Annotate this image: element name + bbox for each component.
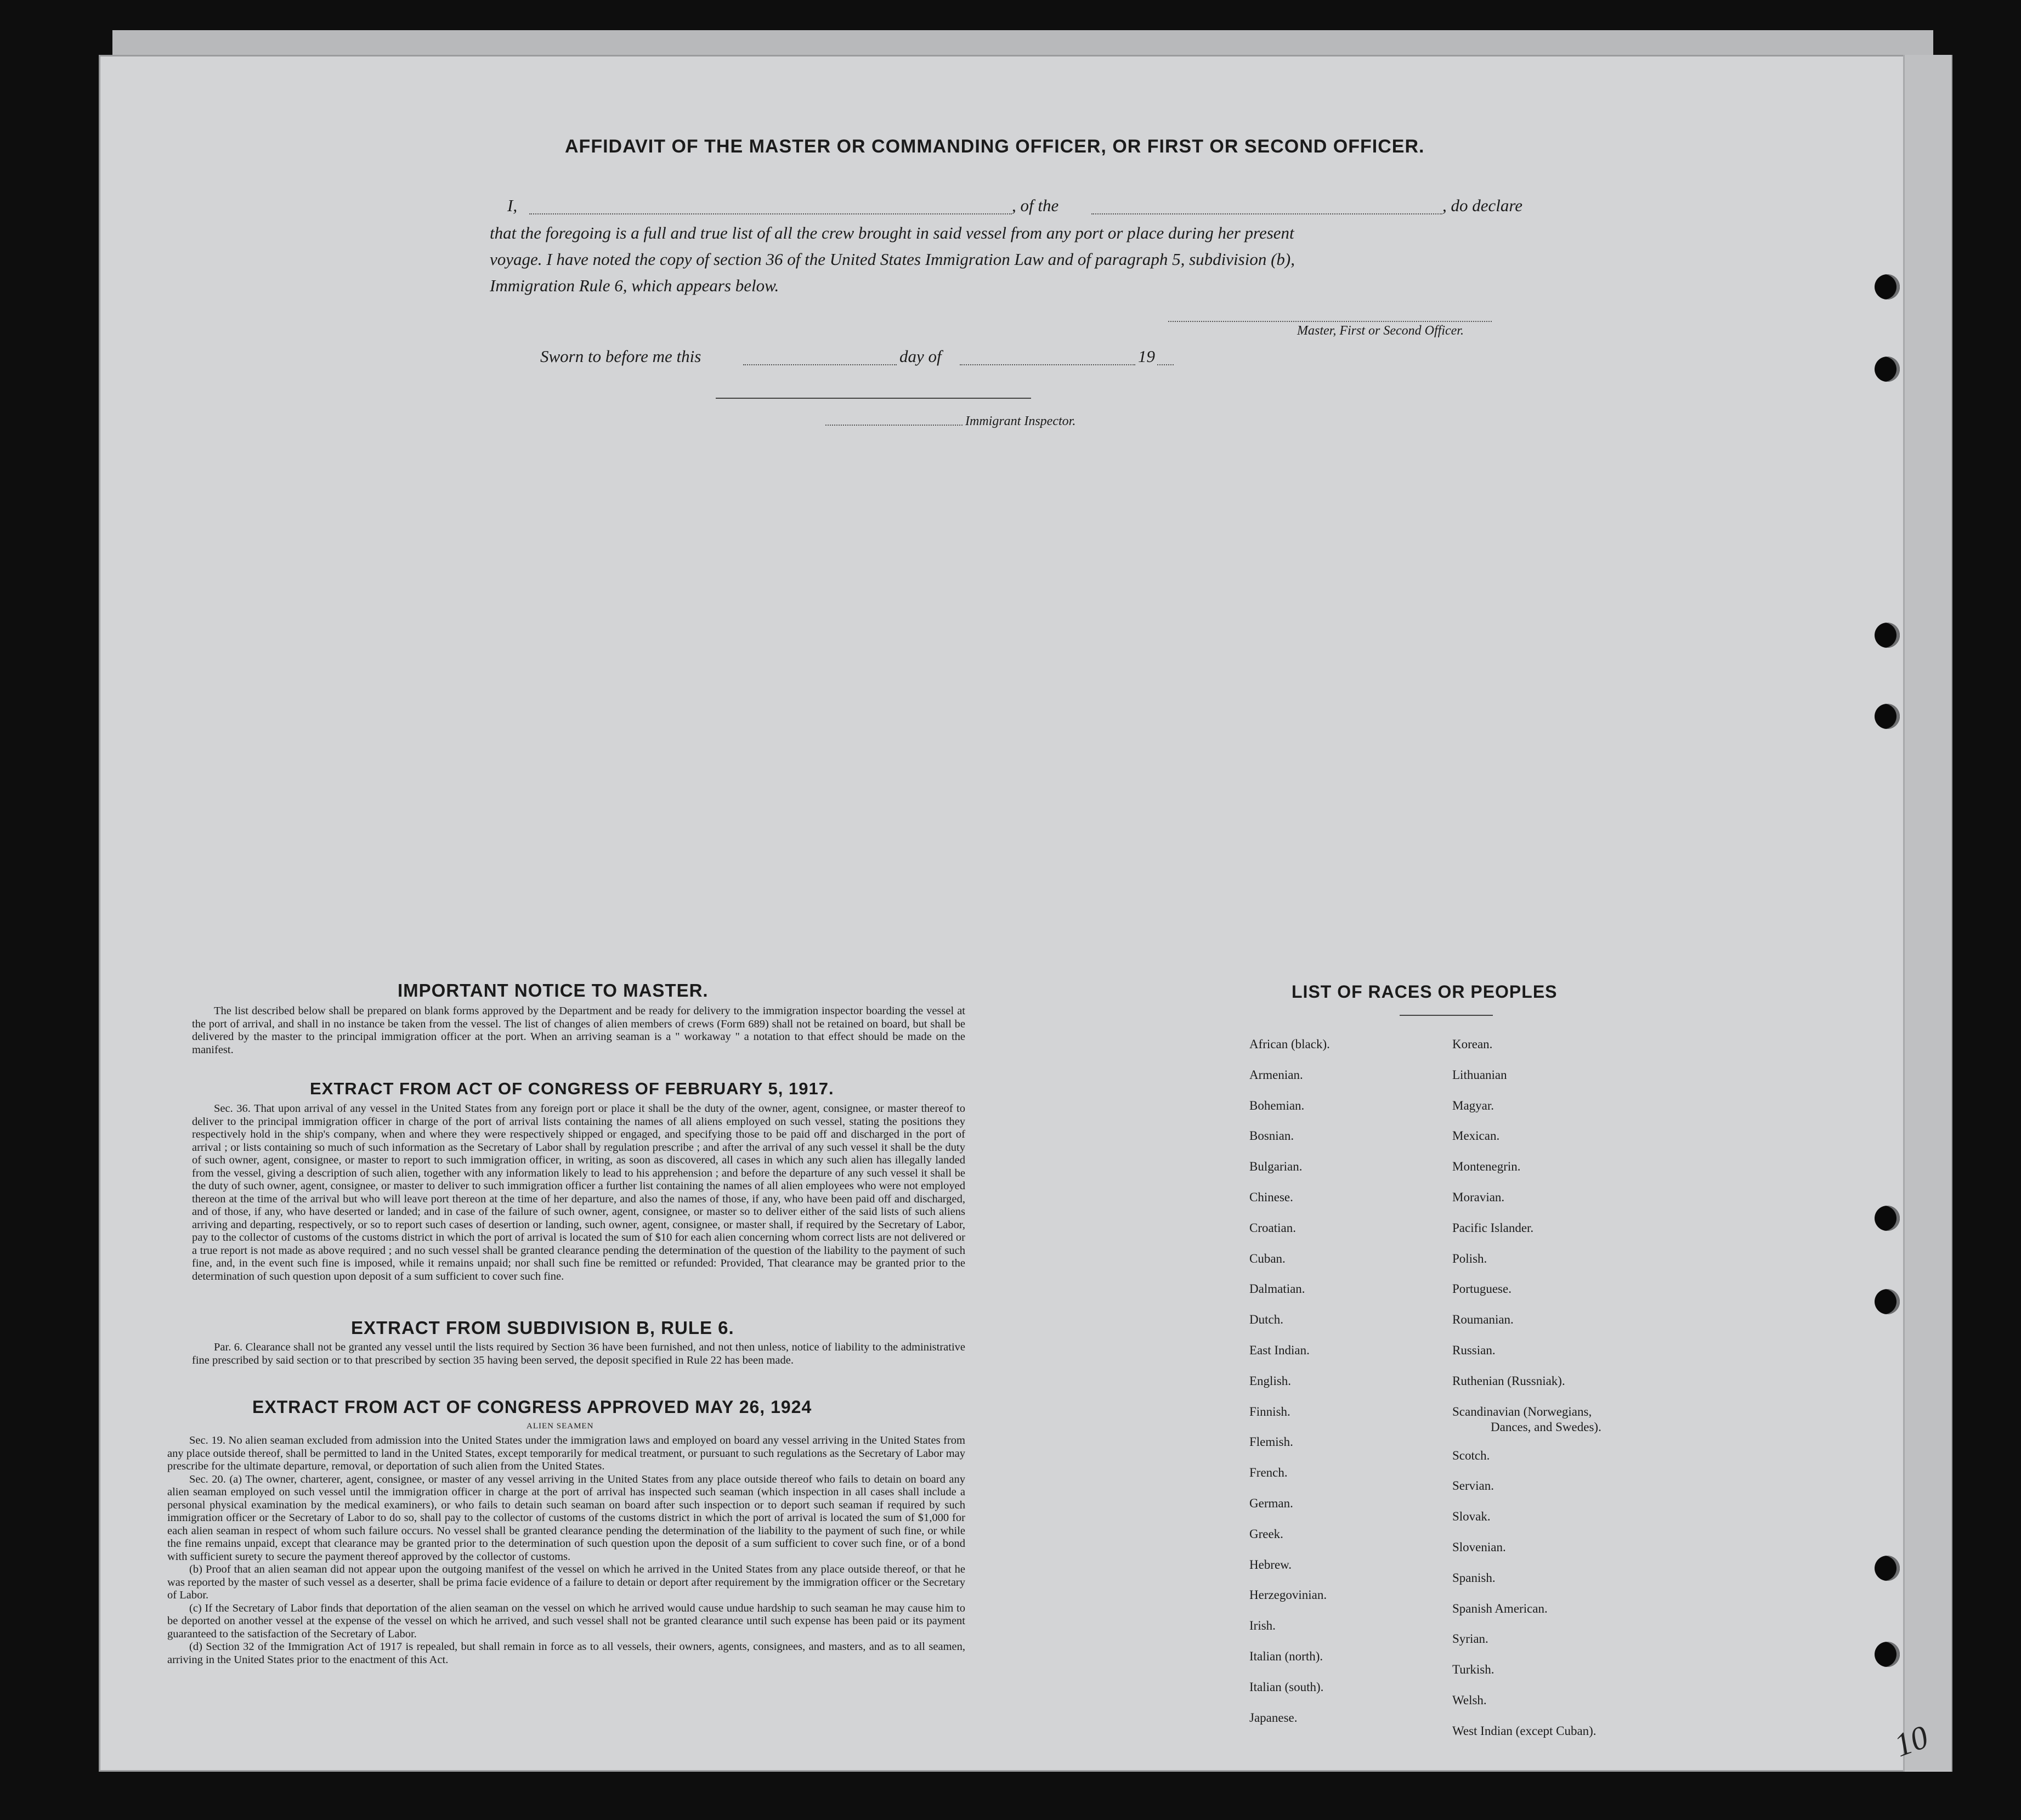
sec-20a-paragraph: Sec. 20. (a) The owner, charterer, agent, consignee, or master of any vessel arriving in the United States from any place outside thereof who fails to detain on board any alien seaman employed on such vessel until the immigration officer in charge at the port of arrival has inspected such seaman (which inspection in all cases shall include a personal physical examination by the medical examiners), or who fails to detain such seaman on board after such inspection or to deport such seaman if required by such immigration officer or the Secretary of Labor to do so, shall pay to the collector of customs of the customs district in which the port of arrival is located the sum of $1,000 for each alien seaman in respect of whom such failure occurs. No vessel shall be granted clearance pending the determination of the liability to the payment of such fine, or while the fine remains unpaid, except that clearance may be granted prior to the determination of such question upon the deposit of a sum sufficient to cover such fine, or of a bond with sufficient surety to secure the payment thereof approved by the collector of customs. [167, 1473, 965, 1563]
sworn-prefix: Sworn to before me this [540, 347, 701, 366]
binder-hole [1875, 704, 1900, 729]
race-item: Syrian. [1452, 1632, 1488, 1646]
race-item: West Indian (except Cuban). [1452, 1723, 1597, 1738]
race-item: Montenegrin. [1452, 1160, 1521, 1174]
affidavit-line1-declare: , do declare [1442, 196, 1523, 215]
race-item: Japanese. [1249, 1710, 1298, 1725]
binder-hole [1875, 623, 1900, 648]
race-item: Turkish. [1452, 1663, 1494, 1677]
races-title: LIST OF RACES OR PEOPLES [1292, 982, 1558, 1002]
extract-1924-title: EXTRACT FROM ACT OF CONGRESS APPROVED MAY 26, 1924 [252, 1397, 812, 1417]
notice-paragraph: The list described below shall be prepared on blank forms approved by the Department and be ready for delivery to the immigration inspector boarding the vessel at the port of arrival, and shall in no instance be taken from the vessel. The list of changes of alien members of crews (Form 689) shall not be retained on board, but shall be delivered by the master to the principal immigration officer at the port. When an arriving seaman is a " workaway " a notation to that effect should be made on the manifest. [192, 1005, 965, 1056]
race-item: Herzegovinian. [1249, 1588, 1327, 1602]
sec-20c-paragraph: (c) If the Secretary of Labor finds that deportation of the alien seaman on the vessel on which he arrived would cause undue hardship to such seaman he may cause him to be deported on another vessel at the expense of the vessel on which he arrived, and such vessel shall not be granted clearance until such expense has been paid or its payment guaranteed to the satisfaction of the Secretary of Labor. [167, 1602, 965, 1640]
race-item: Croatian. [1249, 1220, 1296, 1235]
binder-hole [1875, 274, 1900, 299]
races-right-column [1452, 1029, 1601, 1746]
race-item: East Indian. [1249, 1343, 1310, 1357]
inspector-blank[interactable] [825, 423, 963, 426]
race-item: Bohemian. [1249, 1098, 1305, 1112]
inspector-signature-line [716, 398, 1031, 399]
extract-1924-text [167, 1434, 965, 1666]
race-item: Scandinavian (Norwegians, [1452, 1404, 1592, 1418]
race-item: Slovak. [1452, 1510, 1491, 1524]
race-item: German. [1249, 1496, 1293, 1510]
affidavit-title: AFFIDAVIT OF THE MASTER OR COMMANDING OFFICER, OR FIRST OR SECOND OFFICER. [565, 136, 1425, 157]
notice-title: IMPORTANT NOTICE TO MASTER. [398, 980, 709, 1001]
race-item: Moravian. [1452, 1190, 1505, 1204]
alien-seamen-subtitle: ALIEN SEAMEN [527, 1422, 594, 1431]
race-item: Hebrew. [1249, 1557, 1292, 1572]
affidavit-line3: voyage. I have noted the copy of section 36 of the United States Immigration Law and of paragraph 5, subdivision (b), [490, 250, 1295, 269]
race-item: Roumanian. [1452, 1313, 1514, 1327]
binder-hole [1875, 357, 1900, 382]
race-item: Dances, and Swedes). [1491, 1420, 1601, 1434]
signature-label: Master, First or Second Officer. [1297, 324, 1464, 338]
race-item: Lithuanian [1452, 1067, 1507, 1082]
race-item: Polish. [1452, 1251, 1487, 1265]
race-item: Spanish American. [1452, 1601, 1548, 1615]
race-item: Greek. [1249, 1527, 1283, 1541]
sworn-year-blank[interactable] [1157, 363, 1174, 365]
races-title-underline [1400, 1015, 1493, 1016]
races-left-column [1249, 1029, 1330, 1733]
race-item: Portuguese. [1452, 1282, 1511, 1296]
race-item: Mexican. [1452, 1129, 1500, 1143]
race-item: Welsh. [1452, 1693, 1487, 1707]
sworn-year: 19 [1138, 347, 1155, 366]
sec-19-paragraph: Sec. 19. No alien seaman excluded from admission into the United States under the immigration laws and employed on board any vessel arriving in the United States from any place outside thereof, shall be permitted to land in the United States, except temporarily for medical treatment, or pursuant to such regulations as the Secretary of Labor may prescribe for the ultimate departure, removal, or deportation of such alien from the United States. [167, 1434, 965, 1472]
sworn-day-of: day of [899, 347, 942, 366]
race-item: Flemish. [1249, 1435, 1293, 1449]
race-item: Spanish. [1452, 1570, 1496, 1585]
race-item: Slovenian. [1452, 1540, 1506, 1554]
section-36-paragraph: Sec. 36. That upon arrival of any vessel in the United States from any foreign port or place it shall be the duty of the owner, agent, consignee, or master thereof to deliver to the principal immigration officer in charge of the port of arrival lists containing the names of all aliens employed on such vessel, stating the positions they respectively hold in the ship's company, when and where they were respectively shipped or engaged, and specifying those to be paid off and discharged in the port of arrival ; or lists containing so much of such information as the Secretary of Labor shall by regulation prescribe ; and after the arrival of any such vessel it shall be the duty of such owner, agent, consignee, or master to report to such immigration officer, in writing, as soon as discovered, all cases in which any such alien has illegally landed from the vessel, giving a description of such alien, together with any information likely to lead to his apprehension ; and before the departure of any such vessel it shall be the duty of such owner, agent, consignee, or master to deliver to such immigration officer a further list containing the names of all alien employees who were not employed thereon at the time of the arrival but who will leave port thereon at the time of her departure, and also the names of those, if any, who have been paid off and discharged, and of those, if any, who have deserted or landed; and in case of the failure of such owner, agent, consignee, or master so to deliver either of the said lists of such aliens arriving and departing, respectively, or so to report such cases of desertion or landing, such owner, agent, consignee, or master shall, if required by the Secretary of Labor, pay to the collector of customs of the customs district in which the port of arrival is located the sum of $10 for each alien concerning whom correct lists are not delivered or a true report is not made as above required ; and no such vessel shall be granted clearance pending the determination of the question of the liability to the payment of such fine, and, in the event such fine is imposed, while it remains unpaid; nor shall such fine be remitted or refunded: Provided, That clearance may be granted prior to the determination of such question upon deposit of a sum sufficient to cover such fine. [192, 1103, 965, 1282]
race-item: Magyar. [1452, 1098, 1494, 1112]
subdivision-b-title: EXTRACT FROM SUBDIVISION B, RULE 6. [351, 1318, 734, 1338]
race-item: Armenian. [1249, 1067, 1303, 1082]
affidavit-line1-i: I, [507, 196, 518, 215]
race-item: French. [1249, 1466, 1288, 1480]
sworn-month-blank[interactable] [960, 363, 1135, 365]
inspector-label: Immigrant Inspector. [965, 414, 1076, 428]
handwritten-page-number: 10 [1889, 1718, 1933, 1764]
affidavit-line4: Immigration Rule 6, which appears below. [490, 276, 779, 295]
name-blank[interactable] [529, 212, 1012, 214]
par-6-paragraph: Par. 6. Clearance shall not be granted any vessel until the lists required by Section 36 have been furnished, and not then unless, notice of liability to the administrative fine prescribed by said section or to that prescribed by section 35 having been served, the deposit specified in Rule 22 has been made. [192, 1341, 965, 1366]
binder-hole [1875, 1289, 1900, 1314]
extract-1917-text [192, 1103, 965, 1283]
race-item: Chinese. [1249, 1190, 1293, 1204]
race-item: Cuban. [1249, 1251, 1286, 1265]
binder-hole [1875, 1642, 1900, 1667]
affidavit-line2: that the foregoing is a full and true list of all the crew brought in said vessel from any port or place during her present [490, 223, 1294, 242]
race-item: Dalmatian. [1249, 1282, 1305, 1296]
notice-text [192, 1005, 965, 1056]
sworn-day-blank[interactable] [743, 363, 897, 365]
binder-hole [1875, 1206, 1900, 1231]
race-item: Russian. [1452, 1343, 1496, 1357]
vessel-blank[interactable] [1091, 212, 1442, 214]
subdivision-b-text [192, 1341, 965, 1367]
race-item: Scotch. [1452, 1448, 1490, 1462]
sec-20b-paragraph: (b) Proof that an alien seaman did not appear upon the outgoing manifest of the vessel on which he arrived in the United States from any place outside thereof, or that he was reported by the master of such vessel as a deserter, shall be prima facie evidence of a failure to detain or deport after requirement by the immigration officer or the Secretary of Labor. [167, 1563, 965, 1601]
race-item: Italian (south). [1249, 1680, 1324, 1694]
race-item: English. [1249, 1374, 1292, 1388]
race-item: Bulgarian. [1249, 1160, 1303, 1174]
race-item: Italian (north). [1249, 1649, 1323, 1663]
affidavit-line1-of-the: , of the [1012, 196, 1059, 215]
race-item: Bosnian. [1249, 1129, 1294, 1143]
race-item: Irish. [1249, 1619, 1276, 1633]
race-item: African (black). [1249, 1037, 1330, 1051]
extract-1917-title: EXTRACT FROM ACT OF CONGRESS OF FEBRUARY 5, 1917. [310, 1079, 834, 1098]
sec-20d-paragraph: (d) Section 32 of the Immigration Act of 1917 is repealed, but shall remain in force as to all vessels, their owners, agents, consignees, and masters, and as to all seamen, arriving in the United States prior to the enactment of this Act. [167, 1641, 965, 1666]
race-item: Korean. [1452, 1037, 1493, 1051]
sheet-right-edge [1903, 55, 1951, 1772]
binder-hole [1875, 1556, 1900, 1581]
race-item: Finnish. [1249, 1404, 1290, 1418]
race-item: Ruthenian (Russniak). [1452, 1374, 1565, 1388]
race-item: Dutch. [1249, 1313, 1283, 1327]
race-item: Pacific Islander. [1452, 1220, 1534, 1235]
signature-blank[interactable] [1168, 320, 1492, 322]
race-item: Servian. [1452, 1479, 1494, 1493]
